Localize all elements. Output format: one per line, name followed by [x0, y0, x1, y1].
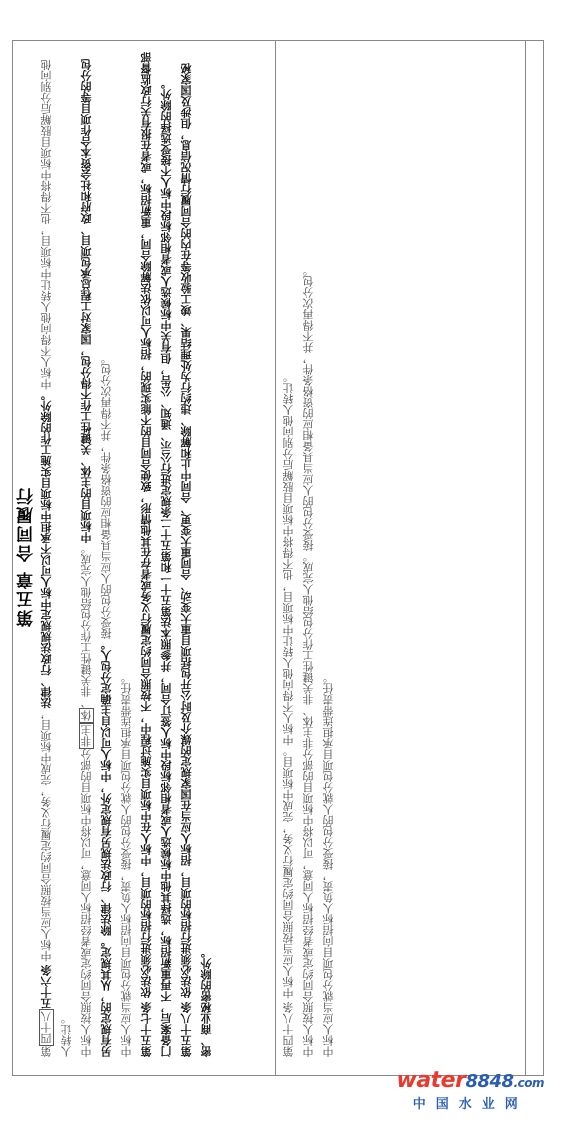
site-watermark: [397, 1068, 545, 1112]
new-liability-paragraph: 中标人应当就分包项目向招标人负责，接受分包的人就分包项目承担连带责任。: [120, 672, 133, 1057]
logo-main: water: [396, 1068, 466, 1093]
new-article-58: 第五十八条 依法必须进行招标的项目，招标人应当在国家规定的媒介及时公开包括项目重大变动、合同重大变更、合同中止和解除、违约行为处理结果、竣工验收等在内的合同履行情况信息，但涉及国家秘密、商业秘密的除外。: [180, 63, 213, 1057]
original-text-column: [275, 45, 525, 1069]
logo-num: 8848: [465, 1071, 514, 1092]
art56-added-clause: 法律、行政法规规定中标人可以不承担中标项目实施工作的除外。: [40, 389, 53, 709]
boxed-word-1: 非主: [80, 725, 93, 747]
comparison-table: [12, 40, 544, 1076]
revised-text-column: [13, 45, 275, 1069]
new-article-number: 五十六条: [40, 965, 53, 1009]
sub-text-1: 中标人按照合同约定或者经招标人同意，可以将中标项目的部分: [80, 749, 93, 1057]
header-divider: [525, 41, 526, 1075]
deleted-article-number: 四十八: [40, 1011, 53, 1044]
new-article-56: [37, 51, 77, 1057]
boxed-word-2: 体: [80, 710, 93, 721]
new-article-57: 第五十七条 依法必须进行招标的项目，中标人在中标项目实施过程中，不按照合同约定履行义务或者存在其他情形，致使合同目的不能实现的，招标人可以依法解除合同，重新招标，或者在报有关行政监督部门备案后，不再重新招标，选择其他中标候选人或者相邻标段中标人签订合同，并参照本法第五十一和第五十二条规定进行公示、通知、公告，但有关中标候选人或者相邻标段中标人不接受选择的除外。: [140, 52, 173, 1057]
new-subcontract-paragraph: [77, 51, 117, 1057]
old-subcontract-paragraph: 中标人按照合同约定或者经招标人同意，可以将中标项目的部分非主体、非关键性工作分包给他人完成。接受分包的人应当具备相应的资格条件，并不得再次分包。: [302, 265, 315, 1057]
sub-text-2: 、非关键性工作分包给他人完成。: [80, 543, 93, 708]
art56-text-2: 中标人不得向他人转让中标项目，也不得将中标项目肢解后分别向他人转让。: [40, 59, 73, 1057]
watermark-logo: [397, 1068, 545, 1093]
art56-prefix: 第: [40, 1046, 53, 1057]
sub-added-clause: 中标项目的主体、关键性工作不得分包，国家对工程总承包项目、政府和社会资本合作项目等的分包另有规定的，从其规定。除法律、行政法规另有规定外，中标人可以自主确定分包人。: [80, 59, 113, 1057]
watermark-site-name: 中国水业网: [412, 1097, 528, 1112]
old-liability-paragraph: 中标人应当就分包项目向招标人负责，接受分包的人就分包项目承担连带责任。: [322, 672, 335, 1057]
logo-tld: .com: [513, 1076, 544, 1090]
old-article-48: 第四十八条 中标人应当按照合同约定履行义务，完成中标项目。中标人不得向他人转让中标项目，也不得将中标项目肢解后分别向他人转让。: [282, 371, 295, 1057]
chapter-heading: 第五章 合同履行: [17, 486, 37, 628]
art56-text-1: 中标人应当按照合同约定履行义务，完成中标项目，: [40, 708, 53, 965]
sub-text-3: 接受分包的人应当具备相应的资格条件，并不得再次分包。: [100, 353, 113, 639]
